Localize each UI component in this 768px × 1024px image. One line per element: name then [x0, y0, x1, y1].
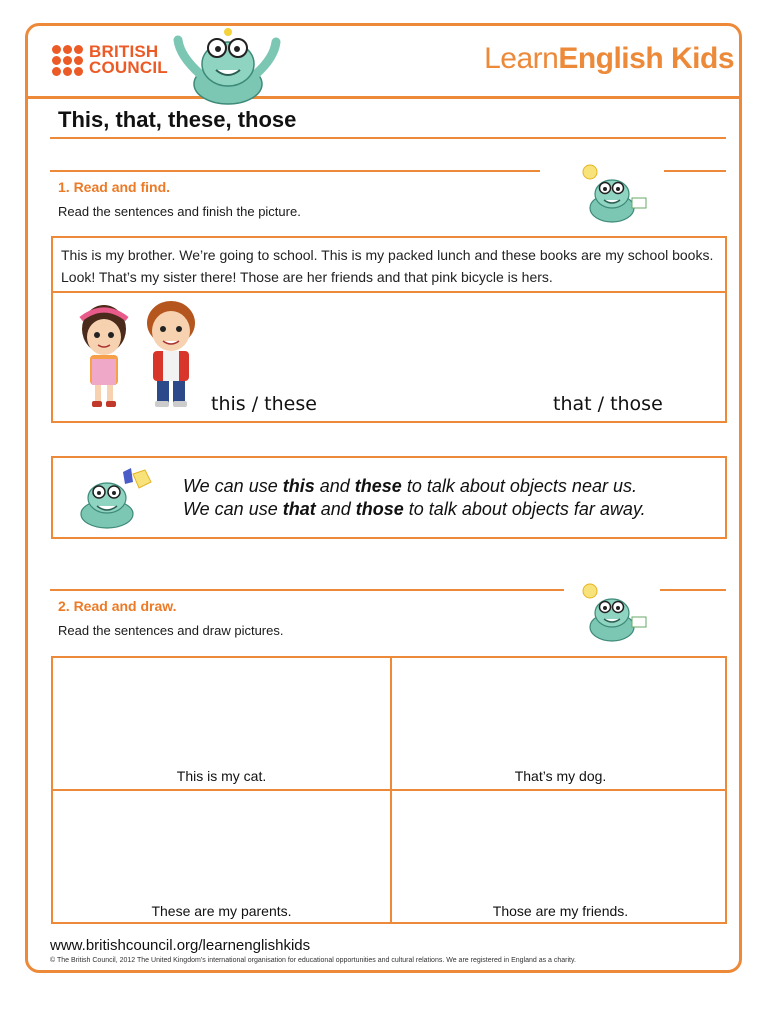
- section1-heading: 1. Read and find.: [58, 179, 171, 195]
- tip-line-near: We can use this and these to talk about objects near us.: [183, 476, 637, 496]
- section2-heading: 2. Read and draw.: [58, 598, 177, 614]
- mascot-icon: [572, 160, 652, 226]
- page-title: This, that, these, those: [58, 107, 297, 132]
- mascot-icon: [73, 466, 163, 532]
- section1-rule-right: [664, 170, 726, 172]
- header-divider: [25, 96, 742, 99]
- reading-passage: This is my brother. We’re going to school. This is my packed lunch and these books are my school books. Look! That’s my sister there! Those are her friends and that pink bicycle is hers.: [51, 236, 727, 293]
- drawing-grid: [51, 656, 727, 924]
- boy-character-icon: [135, 295, 207, 411]
- cell-caption-cat: This is my cat.: [176, 768, 267, 784]
- british-council-logo: [52, 44, 168, 76]
- lightbulb-icon: [133, 470, 151, 488]
- section2-instruction: Read the sentences and draw pictures.: [58, 623, 284, 638]
- mascot-icon: [170, 26, 285, 106]
- cell-caption-friends: Those are my friends.: [492, 903, 629, 919]
- british-council-dots-icon: [52, 45, 83, 76]
- picture-area[interactable]: [51, 291, 727, 423]
- book-icon: [632, 617, 646, 627]
- cell-caption-dog: That’s my dog.: [514, 768, 607, 784]
- section2-rule-left: [50, 589, 564, 591]
- girl-character-icon: [73, 299, 135, 411]
- section1-instruction: Read the sentences and finish the picture.: [58, 204, 301, 219]
- grammar-tip-box: [51, 456, 727, 539]
- cell-caption-parents: These are my parents.: [151, 903, 292, 919]
- title-divider: [50, 137, 726, 139]
- mascot-icon: [572, 579, 652, 645]
- section1-rule-left: [50, 170, 540, 172]
- learnenglish-kids-logo: [484, 42, 734, 76]
- label-near: this / these: [211, 393, 317, 415]
- brand-learn: Learn: [484, 42, 559, 75]
- section2-rule-right: [660, 589, 726, 591]
- footer-url-link[interactable]: www.britishcouncil.org/learnenglishkids: [50, 937, 311, 954]
- brand-line-2: COUNCIL: [89, 58, 168, 77]
- book-icon: [632, 198, 646, 208]
- brand-line-1: BRITISH: [89, 42, 159, 61]
- brand-english-kids: English Kids: [558, 42, 734, 75]
- tip-line-far: We can use that and those to talk about objects far away.: [183, 499, 646, 519]
- label-far: that / those: [553, 393, 663, 415]
- footer-legal-text: © The British Council, 2012 The United Kingdom’s international organisation for educational opportunities and cultural relations. We are registered in England as a charity.: [50, 957, 576, 964]
